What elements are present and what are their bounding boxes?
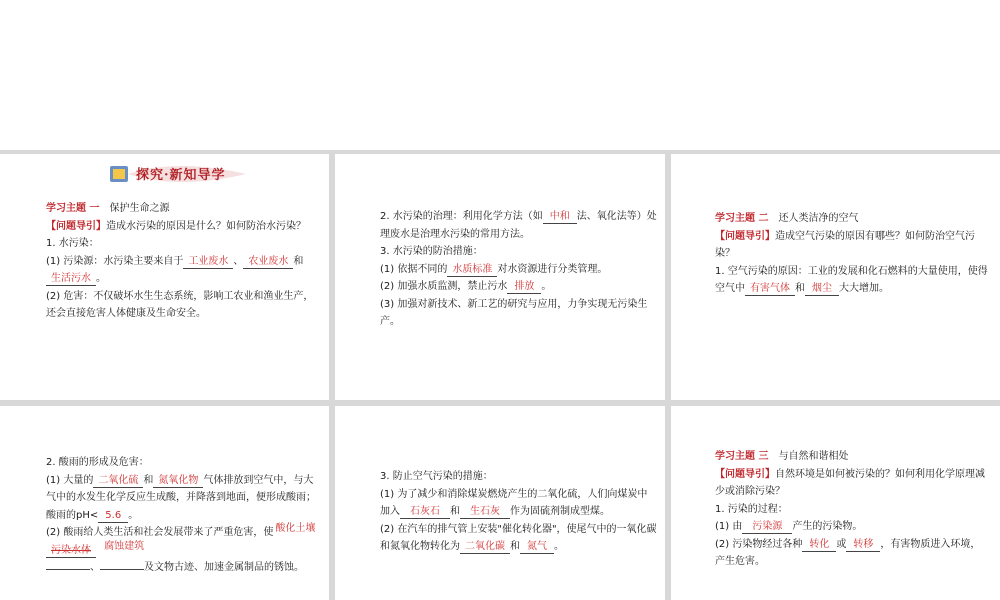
text: ，有害物质进入环境，产生危害。 [715,538,981,567]
guide-text: 自然环境是如何被污染的？如何利用化学原理减少或消除污染？ [715,468,985,497]
answer-blank: 工业废水 [183,256,233,269]
answer-blank: 5.6 [98,510,128,523]
coal-measure [380,486,657,521]
text: (1) 污染源：水污染主要来自于 [46,255,184,267]
text: 、 [233,255,244,267]
topic-heading [46,200,321,218]
slide-3 [671,154,1000,400]
text: 和 [143,474,154,486]
text: 或 [836,538,847,550]
answer-blank: 排放 [507,281,541,294]
text: 大大增加。 [839,283,889,294]
answer-blank: 生石灰 [460,506,510,519]
answer-blank: 有害气体 [745,283,795,296]
text: 。 [554,541,564,552]
air-pollution-cause [715,263,990,298]
text: (2) 在汽车的排气管上安装"催化转化器"，使尾气中的一氧化碳和氮氧化物转化为 [380,523,657,552]
topic-heading [715,448,990,466]
answer-blank: 氮气 [520,541,554,554]
topic-name: 与自然和谐相处 [778,451,849,462]
text: 2. 水污染的治理：利用化学方法（如 [380,211,543,222]
topic-name: 保护生命之源 [109,203,170,214]
process-1 [715,518,990,536]
text: (1) 大量的 [46,474,94,486]
text: 。 [128,509,139,521]
guide-line [46,218,321,236]
treatment-line [380,208,657,243]
topic-name: 还人类洁净的空气 [778,213,859,224]
answer-blank: 生活污水 [46,273,96,286]
text: 对水资源进行分类管理。 [497,263,608,275]
text: (1) 由 [715,521,743,532]
answer-blank: 污染水体 [46,545,96,558]
answer-blank: 氮氧化物 [153,475,203,488]
text: 和 [450,506,460,517]
pollution-source-line [46,253,321,288]
guide-text: 造成水污染的原因是什么？如何防治水污染？ [106,220,306,232]
guide-line [715,228,990,263]
measure-2 [380,278,657,296]
acid-rain-formation [46,472,321,525]
text: 产生的污染物。 [792,521,863,532]
text: 气体排放到空气中，与大气中的水发生化学反应生成酸，并降落到地面，便形成酸雨；酸雨的pH< [46,474,316,521]
guide-line [715,466,990,501]
text: 和 [795,283,805,294]
answer-blank: 腐蚀建筑 [104,540,145,552]
acid-rain-harm [46,524,321,577]
answer-blank: 二氧化碳 [460,541,510,554]
topic-heading [715,210,990,228]
process-2 [715,536,990,571]
empty-blank [46,569,90,570]
answer-blank: 烟尘 [805,283,839,296]
answer-blank: 二氧化硫 [93,475,143,488]
answer-blank: 污染源 [742,521,792,534]
guide-label: 【问题导引】 [715,468,775,480]
text: (2) 污染物经过各种 [715,538,803,550]
text: (2) 酸雨给人类生活和社会发展带来了严重危害，使 [46,527,274,538]
answer-blank: 农业废水 [243,256,293,269]
text: 1. 空气污染的原因：工业的发展和化石燃料的大量使用，使得空气中 [715,265,988,294]
guide-text: 造成空气污染的原因有哪些？如何防治空气污染？ [715,230,975,259]
text: 及文物古迹、加速金属制品的锈蚀。 [144,562,304,573]
empty-blank [100,569,144,570]
section-heading: 2. 酸雨的形成及危害： [46,457,149,468]
measure-1 [380,261,657,279]
slide-2 [335,154,665,400]
answer-blank: 中和 [543,211,577,224]
text: (1) 依据不同的 [380,263,448,275]
text: 法、氧化法等）处理废水是治理水污染的常用方法。 [380,211,657,240]
harm-paragraph: (2) 危害：不仅破坏水生生态系统，影响工农业和渔业生产，还会直接危害人体健康及生命安全。 [46,290,314,319]
section-heading: 3. 防止空气污染的措施： [380,471,493,482]
text: 。 [96,273,106,284]
slide-4 [0,406,329,600]
text: 和 [293,255,304,267]
guide-label: 【问题导引】 [715,230,775,242]
text: 。 [541,281,552,292]
banner-title: 探究·新知导学 [136,168,226,183]
slide-6 [671,406,1000,600]
text: 作为固硫剂制成型煤。 [510,506,610,517]
answer-blank: 转化 [802,539,836,552]
topic-label: 学习主题 一 [46,203,100,214]
topic-label: 学习主题 二 [715,213,769,224]
answer-blank: 水质标准 [447,264,497,277]
section-heading: 3. 水污染的防治措施： [380,246,483,257]
text: 和 [510,541,520,552]
slide-5 [335,406,665,600]
text: 、 [90,562,100,573]
section-heading: 1. 水污染： [46,238,99,249]
answer-blank: 酸化土壤 [275,523,316,534]
answer-blank: 石灰石 [400,506,450,519]
topic-label: 学习主题 三 [715,451,769,462]
answer-blank: 转移 [846,539,880,552]
measure-3: (3) 加强对新技术、新工艺的研究与应用，力争实现无污染生产。 [380,298,648,327]
section-banner [108,160,248,188]
text: (2) 加强水质监测，禁止污水 [380,281,508,292]
slide-1 [0,154,329,400]
section-heading: 1. 污染的过程： [715,503,788,515]
vehicle-measure [380,521,657,556]
guide-label: 【问题导引】 [46,220,106,232]
text: (1) 为了减少和消除煤炭燃烧产生的二氧化硫，人们向煤炭中加入 [380,488,648,517]
